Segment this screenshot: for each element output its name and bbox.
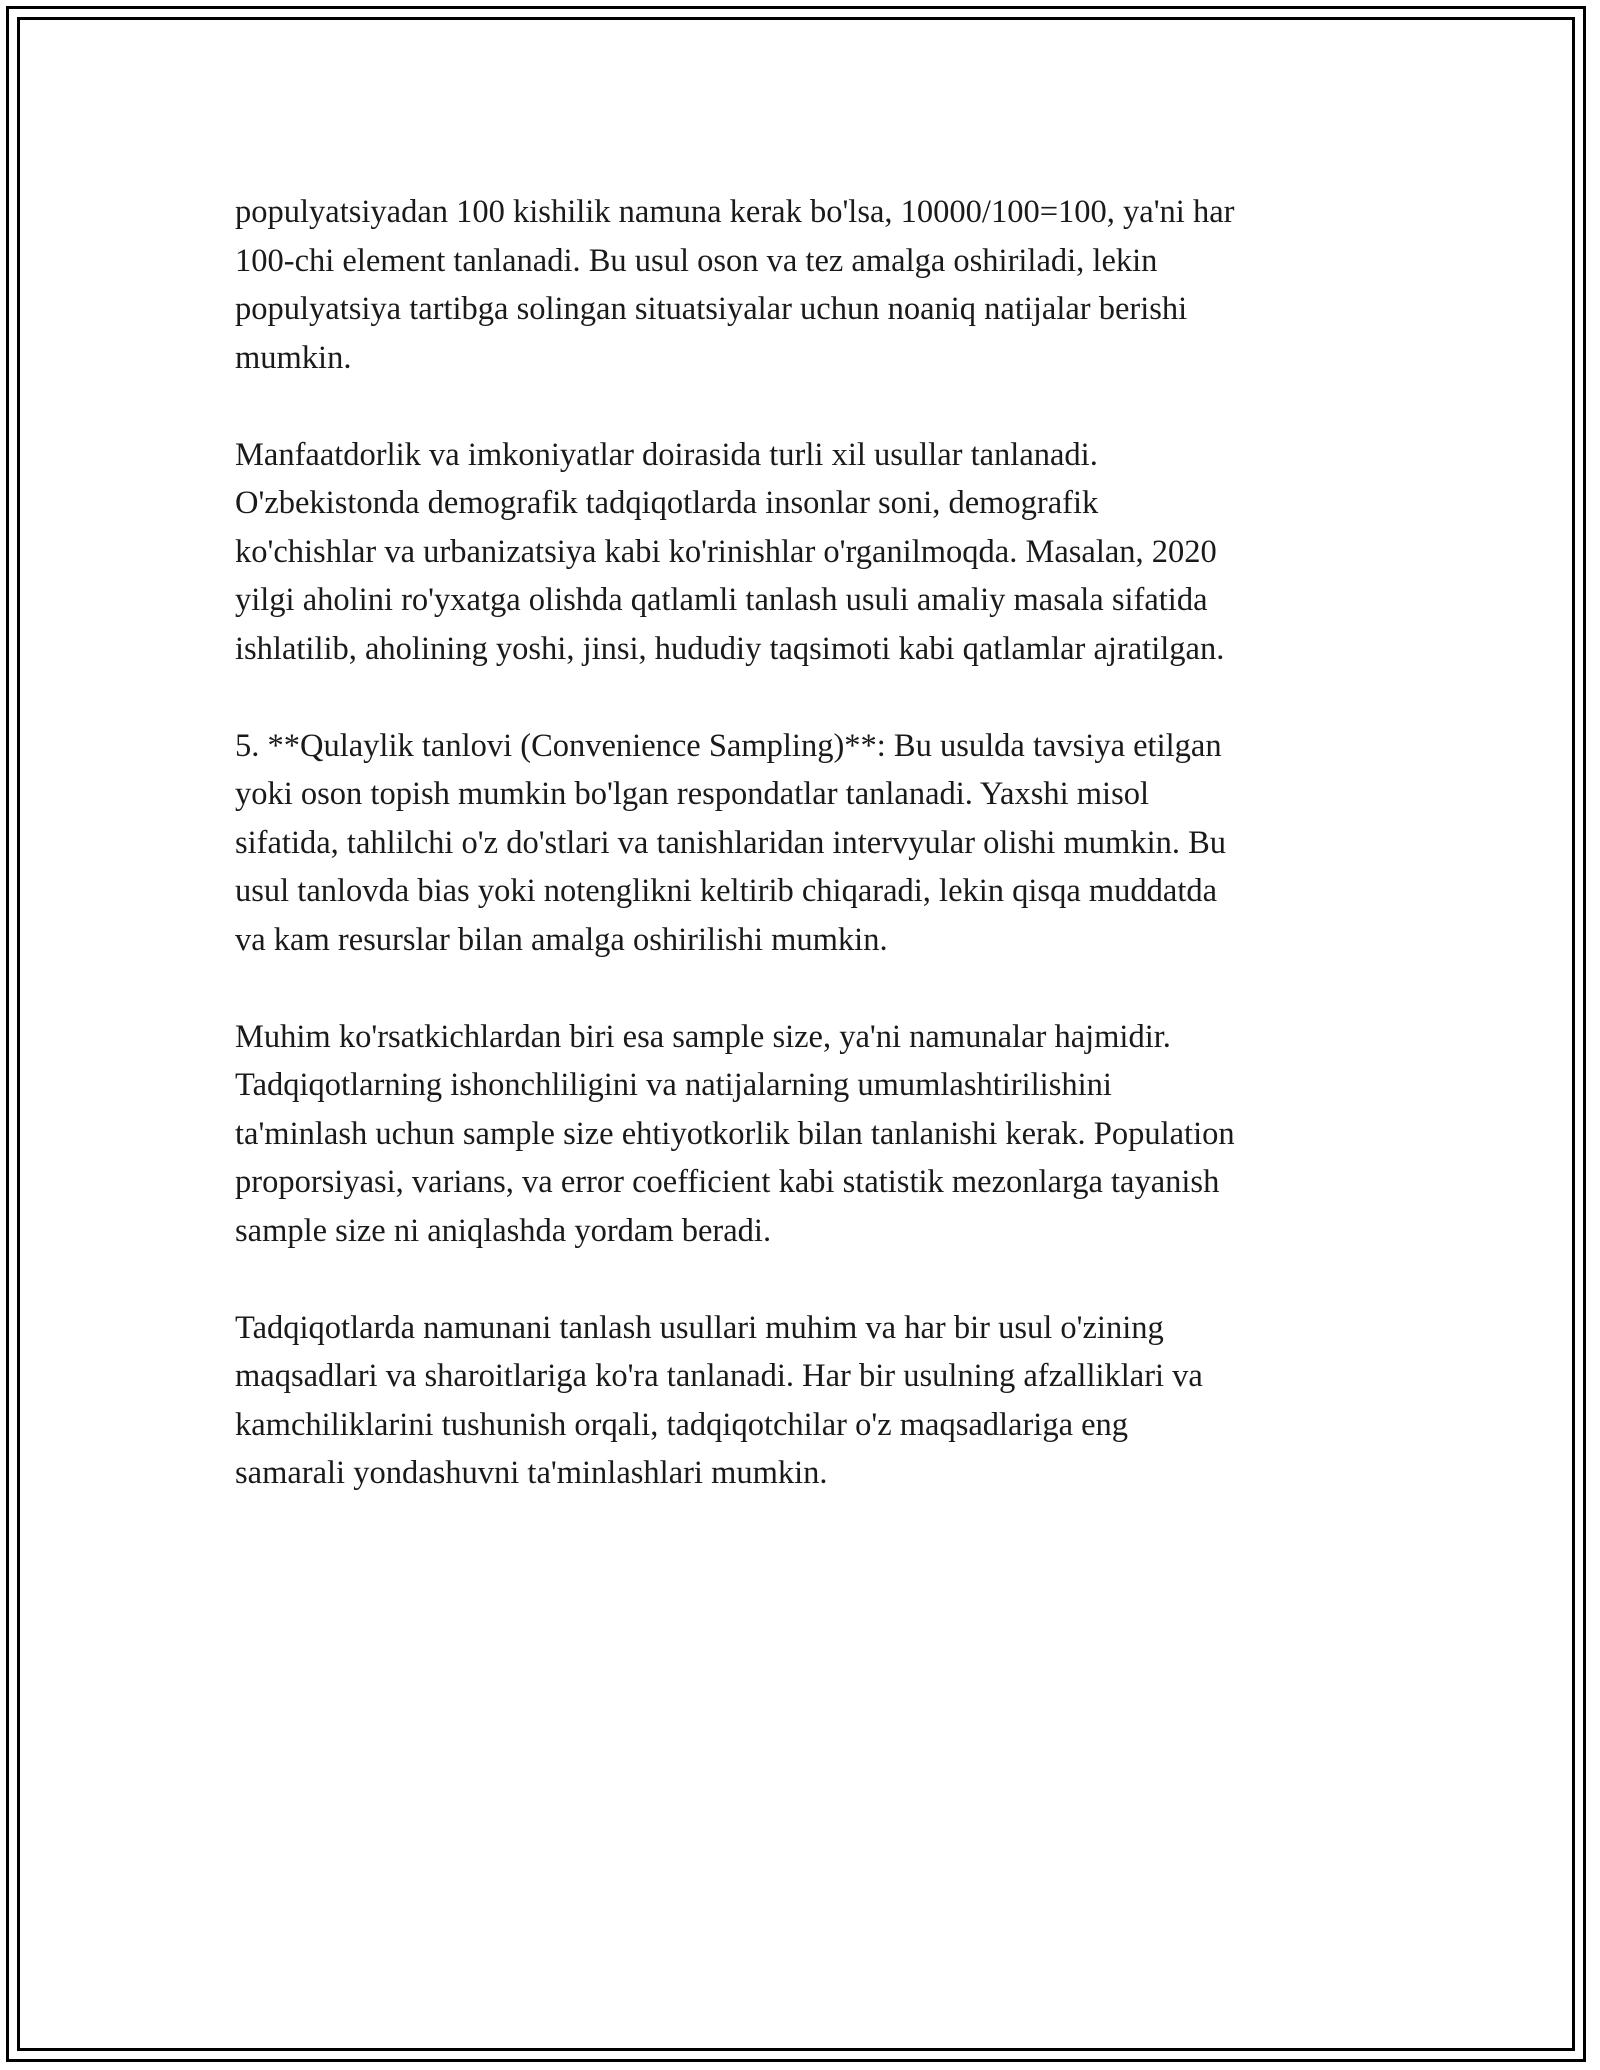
paragraph-convenience-sampling: 5. **Qulaylik tanlovi (Convenience Sampling)**: Bu usulda tavsiya etilgan yoki oson topish mumkin bo'lgan respondatlar tanlanadi. Yaxshi misol sifatida, tahlilchi o'z do'stlari va tanishlaridan intervyular olishi mumkin. Bu usul tanlovda bias yoki notenglikni keltirib chiqaradi, lekin qisqa muddatda va kam resurslar bilan amalga oshirilishi mumkin. bbox=[235, 727, 1227, 958]
document-body bbox=[235, 188, 1365, 1546]
paragraph-systematic-sampling: populyatsiyadan 100 kishilik namuna kerak bo'lsa, 10000/100=100, ya'ni har 100-chi element tanlanadi. Bu usul oson va tez amalga oshiriladi, lekin populyatsiya tartibga solingan situatsiyalar uchun noaniq natijalar berishi mumkin. bbox=[235, 194, 1235, 376]
paragraph-uzbekistan-example: Manfaatdorlik va imkoniyatlar doirasida turli xil usullar tanlanadi. O'zbekistonda demografik tadqiqotlarda insonlar soni, demografik ko'chishlar va urbanizatsiya kabi ko'rinishlar o'rganilmoqda. Masalan, 2020 yilgi aholini ro'yxatga olishda qatlamli tanlash usuli amaliy masala sifatida ishlatilib, aholining yoshi, jinsi, hududiy taqsimoti kabi qatlamlar ajratilgan. bbox=[235, 436, 1225, 667]
paragraph-sample-size: Muhim ko'rsatkichlardan biri esa sample size, ya'ni namunalar hajmidir. Tadqiqotlarning ishonchliligini va natijalarning umumlashtirilishini ta'minlash uchun sample size ehtiyotkorlik bilan tanlanishi kerak. Population proporsiyasi, varians, va error coefficient kabi statistik mezonlarga tayanish sample size ni aniqlashda yordam beradi. bbox=[235, 1018, 1235, 1249]
paragraph-conclusion: Tadqiqotlarda namunani tanlash usullari muhim va har bir usul o'zining maqsadlari va sharoitlariga ko'ra tanlanadi. Har bir usulning afzalliklari va kamchiliklarini tushunish orqali, tadqiqotchilar o'z maqsadlariga eng samarali yondashuvni ta'minlashlari mumkin. bbox=[235, 1309, 1203, 1491]
